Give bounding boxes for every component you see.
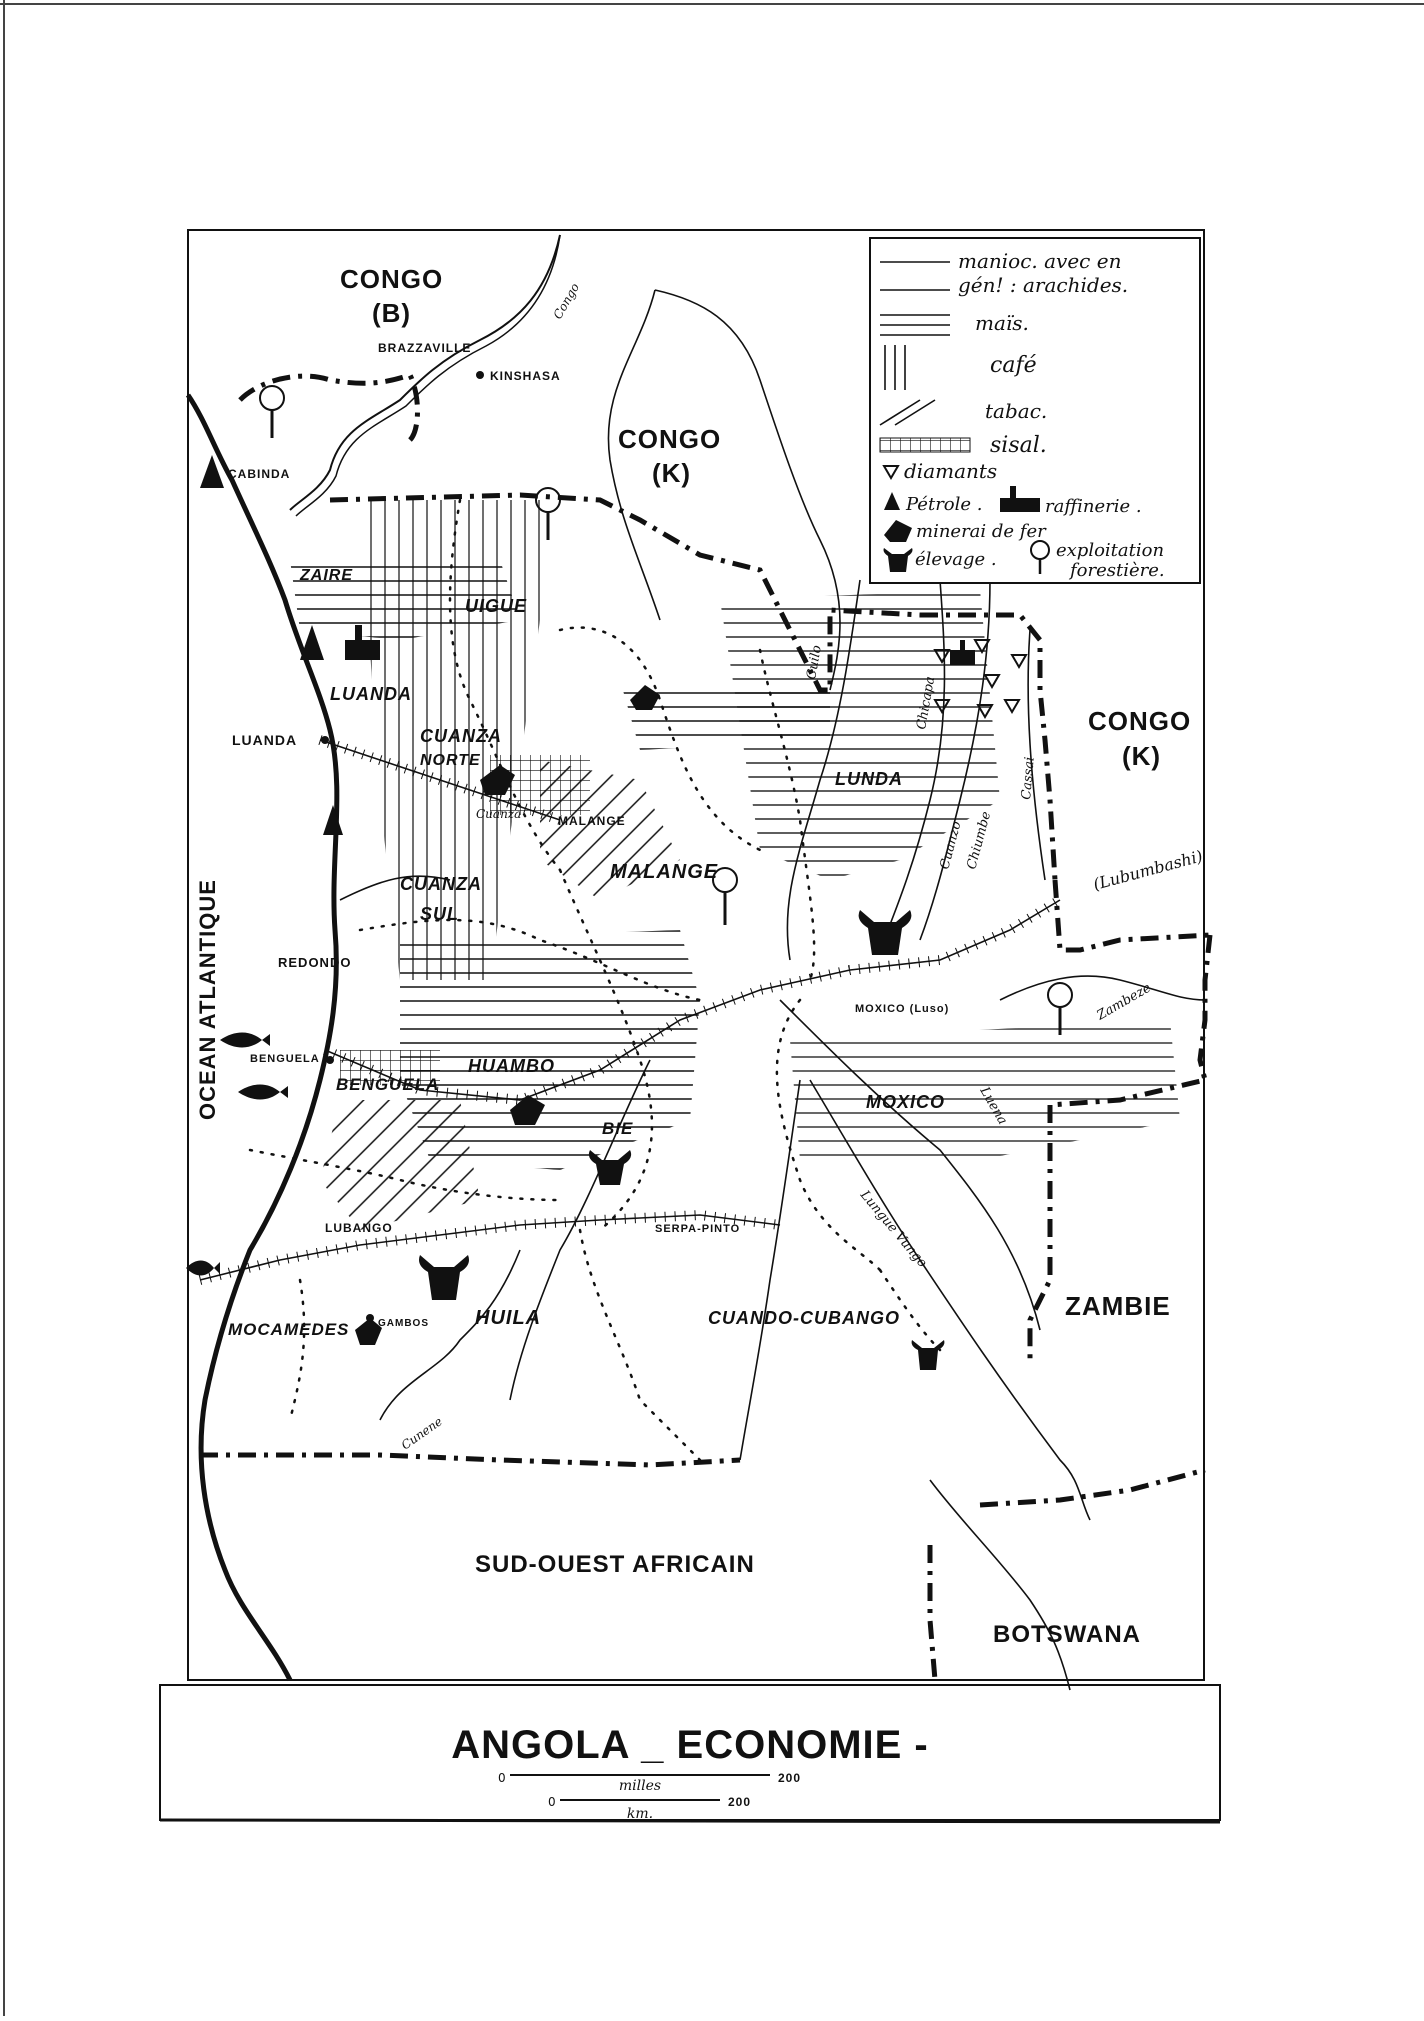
river-chiumbe: Chiumbe [964,809,995,872]
scale-miles-unit: milles [618,1778,662,1794]
label-congo-b: CONGO [340,264,444,294]
city-serpa-pinto: SERPA-PINTO [655,1223,741,1235]
label-sud-ouest-africain: SUD-OUEST AFRICAIN [475,1551,755,1578]
city-cabinda: CABINDA [228,467,291,481]
legend-fer-label: minerai de fer [916,521,1046,542]
region-zaire: ZAIRE [300,567,353,584]
legend-forestiere-label: forestière. [1070,560,1165,581]
title-frame-base [160,1820,1220,1822]
city-luanda: LUANDA [232,732,298,748]
tree-icon [260,386,284,438]
scale-km-unit: km. [626,1806,654,1822]
scale-km-zero: 0 [548,1795,556,1809]
city-gambos: GAMBOS [378,1318,429,1329]
legend-sisal-label: sisal. [990,433,1047,458]
city-redondo: REDONDO [278,955,352,970]
scale-km-max: 200 [728,1795,752,1809]
river-luena: Luena [976,1084,1010,1128]
scale-miles-max: 200 [778,1771,802,1785]
cattle-icon [912,1340,945,1370]
city-dot [476,371,484,379]
river-chicapa: Chicapa [914,675,939,731]
city-moxico-luso: MOXICO (Luso) [855,1003,950,1015]
label-congo-k-north-sub: (K) [652,458,692,488]
river-cunene: Cunene [398,1414,445,1453]
label-botswana: BOTSWANA [993,1621,1141,1648]
legend-petrole-label: Pétrole . [906,494,983,515]
map-title: ANGOLA _ ECONOMIE - [451,1723,929,1767]
legend-elevage-label: élevage . [915,549,997,570]
legend-diamants-label: diamants [904,459,998,483]
region-moxico: MOXICO [866,1092,946,1112]
city-dot [321,736,329,744]
city-dot [366,1314,374,1322]
label-congo-k-north: CONGO [618,424,722,454]
city-benguela: BENGUELA [250,1053,320,1065]
region-cuanza-norte-2: NORTE [420,752,481,769]
label-congo-k-east-sub: (K) [1122,741,1162,771]
crop-zones [290,500,1180,1230]
river-cassai: Cassai [1019,756,1038,801]
city-brazzaville: BRAZZAVILLE [378,341,472,355]
river-cuilo: Cuilo [804,644,825,681]
label-ocean-atlantique: OCEAN ATLANTIQUE [195,879,220,1120]
legend-mais-label: maïs. [975,311,1029,335]
fish-icon [186,1261,220,1276]
river-zambeze: Zambeze [1094,980,1154,1024]
region-malange: MALANGE [610,861,719,883]
legend-arachides-label: gén! : arachides. [958,273,1129,297]
river-lungue-vungo: Lungue Vungo [856,1187,930,1271]
region-benguela: BENGUELA [336,1075,440,1094]
region-cuanza-sul-2: SUL [420,904,459,924]
region-bie: BIE [602,1119,634,1138]
scale-miles-zero: 0 [498,1771,506,1785]
city-lubumbashi: (Lubumbashi) [1091,846,1205,894]
map-title-block [451,1723,929,1822]
city-kinshasa: KINSHASA [490,369,561,383]
river-cuanzo: Cuanzo [937,819,965,872]
legend-raffinerie-label: raffinerie . [1045,496,1142,517]
legend-tabac-label: tabac. [985,399,1048,423]
region-lunda: LUNDA [835,769,903,789]
fish-icon [238,1085,288,1100]
region-huila: HUILA [475,1307,542,1329]
cattle-icon [419,1255,469,1300]
legend-cafe-label: café [990,353,1037,378]
region-huambo: HUAMBO [468,1056,555,1076]
cattle-icon [859,910,912,955]
region-uigue: UIGUE [465,596,528,616]
city-lubango: LUBANGO [325,1221,393,1235]
legend-manioc-label: manioc. avec en [958,249,1122,273]
city-malange: MALANGE [558,814,626,828]
label-congo-b-sub: (B) [372,298,412,328]
label-zambie: ZAMBIE [1065,1291,1171,1321]
region-luanda: LUANDA [330,684,412,704]
legend-exploitation-label: exploitation [1056,540,1165,561]
region-mocamedes: MOCAMEDES [228,1320,350,1339]
oil-derrick-icon [323,805,343,835]
city-dot [326,1056,334,1064]
fish-icon [220,1033,270,1048]
label-congo-k-east: CONGO [1088,706,1192,736]
region-cuanza-norte-1: CUANZA [420,726,502,746]
region-cuando-cubango: CUANDO-CUBANGO [708,1308,900,1328]
river-congo: Congo [550,280,583,322]
city-cuanza: Cuanza [476,807,522,821]
region-cuanza-sul-1: CUANZA [400,874,482,894]
legend [870,238,1200,583]
